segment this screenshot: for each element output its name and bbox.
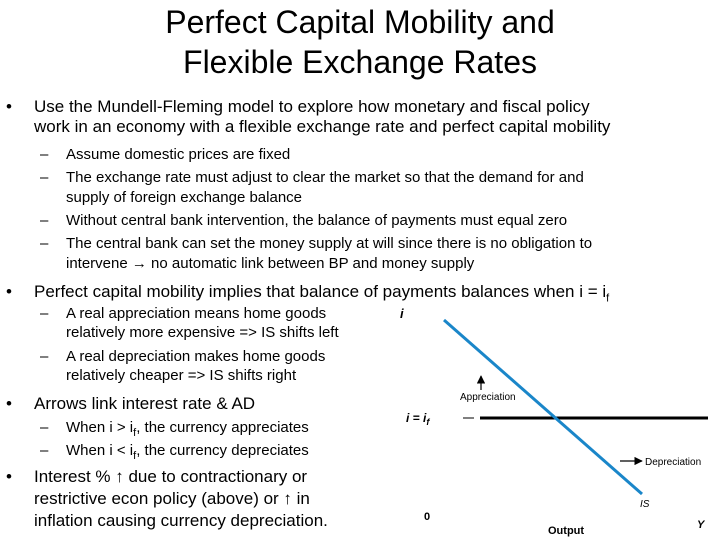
x-axis-title: Output xyxy=(548,525,585,537)
bullet-3-line-1: Arrows link interest rate & AD xyxy=(34,394,256,413)
bullet-1-line-2: work in an economy with a flexible exchange rate and perfect capital mobility xyxy=(34,117,611,136)
depreciation-label: Depreciation xyxy=(645,457,702,468)
dash-marker: – xyxy=(40,212,49,229)
sub-bullet-text: When $i > i_f$, the currency appreciates xyxy=(66,419,309,439)
dash-marker: – xyxy=(40,169,49,186)
sub-bullet-text: relatively cheaper => IS shifts right xyxy=(66,367,297,384)
origin-label: 0 xyxy=(424,511,431,523)
dash-marker: – xyxy=(40,348,49,365)
sub-bullet-text: A real depreciation makes home goods xyxy=(66,348,326,365)
bullet-1-line-1: Use the Mundell-Fleming model to explore how monetary and fiscal policy xyxy=(34,97,590,116)
bullet-4-line-2: restrictive econ policy (above) or ↑ in xyxy=(34,489,310,508)
dash-marker: – xyxy=(40,146,49,163)
is-curve-label: IS xyxy=(640,499,650,510)
sub-bullet-text: relatively more expensive => IS shifts left xyxy=(66,324,339,341)
sub-bullet-text: Assume domestic prices are fixed xyxy=(66,146,291,163)
dash-marker: – xyxy=(40,235,49,252)
bullet-dot: • xyxy=(6,282,12,301)
title-line-2: Flexible Exchange Rates xyxy=(183,44,537,80)
dash-marker: – xyxy=(40,419,49,436)
mundell-fleming-diagram xyxy=(392,300,716,538)
dash-marker: – xyxy=(40,305,49,322)
sub-bullet-text: supply of foreign exchange balance xyxy=(66,189,303,206)
dash-marker: – xyxy=(40,442,49,459)
sub-bullet-text: Without central bank intervention, the balance of payments must equal zero xyxy=(66,212,568,229)
sub-bullet-text: A real appreciation means home goods xyxy=(66,305,327,322)
y-axis-label: i xyxy=(400,306,404,321)
rate-label: $i = i_f$ xyxy=(406,411,430,427)
appreciation-label: Appreciation xyxy=(460,392,516,403)
title-line-1: Perfect Capital Mobility and xyxy=(165,4,555,40)
sub-bullet-text: The central bank can set the money supply at will since there is no obligation to xyxy=(66,235,593,252)
x-axis-label: Y xyxy=(697,519,705,531)
sub-bullet-text: intervene → no automatic link between BP and money supply xyxy=(66,255,475,272)
slide-title xyxy=(0,2,720,82)
bullet-dot: • xyxy=(6,97,12,116)
sub-bullet-text: The exchange rate must adjust to clear the market so that the demand for and xyxy=(66,169,584,186)
is-curve xyxy=(444,320,642,494)
bullet-2-line-1: Perfect capital mobility implies that balance of payments balances when $i = i_f$ xyxy=(34,282,610,305)
sub-bullet-text: When $i < i_f$, the currency depreciates xyxy=(66,442,309,462)
bullet-dot: • xyxy=(6,467,12,486)
bullet-dot: • xyxy=(6,394,12,413)
bullet-4-line-1: Interest % ↑ due to contractionary or xyxy=(34,467,308,486)
bullet-4-line-3: inflation causing currency depreciation. xyxy=(34,511,328,530)
